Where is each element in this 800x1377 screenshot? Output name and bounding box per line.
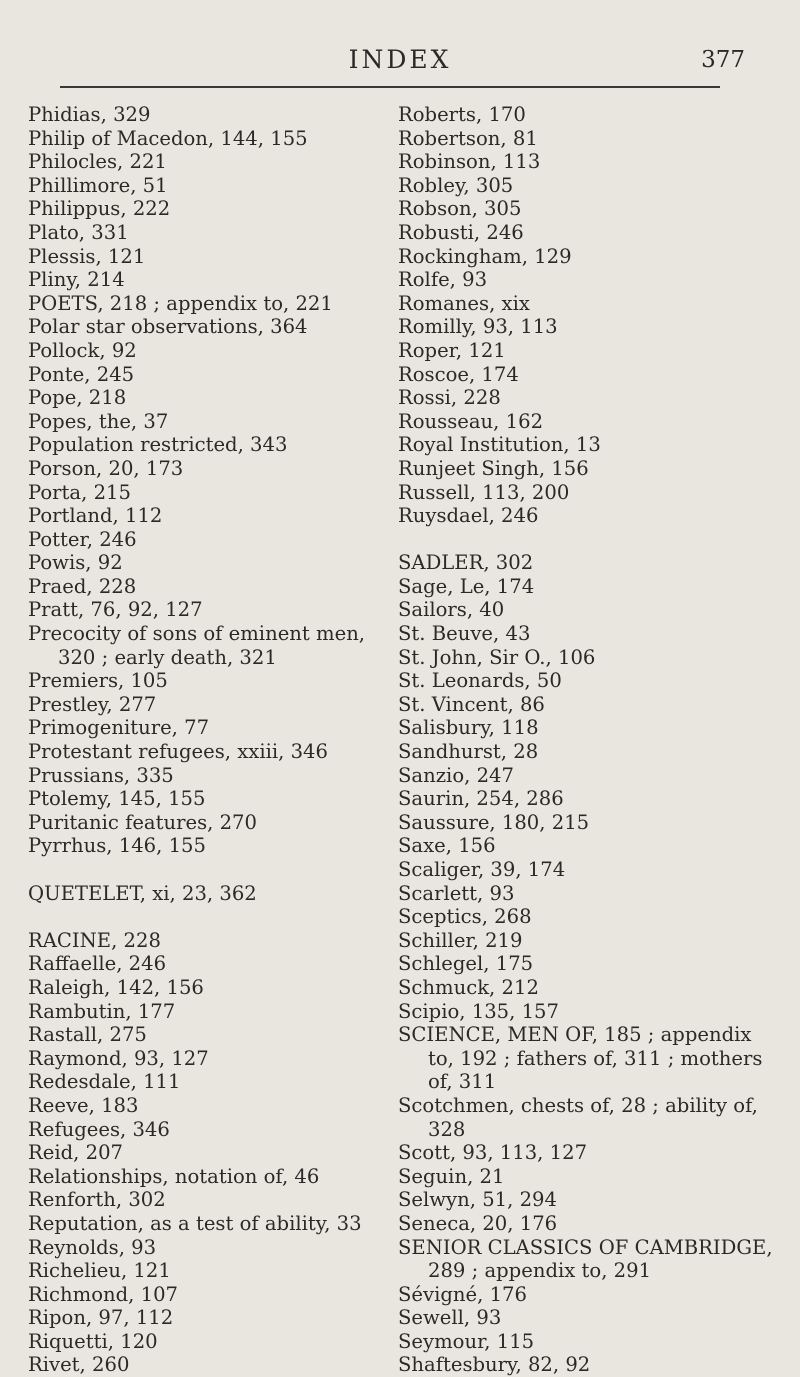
index-entry: Seguin, 21: [398, 1164, 505, 1188]
index-entry: Rossi, 228: [398, 386, 501, 410]
index-entry: Polar star observations, 364: [28, 315, 308, 339]
index-entry: Premiers, 105: [28, 669, 168, 693]
index-entry: Rolfe, 93: [398, 268, 488, 292]
index-entry: Rousseau, 162: [398, 409, 544, 433]
index-entry: Phidias, 329: [28, 103, 151, 126]
index-entry: Sceptics, 268: [398, 905, 532, 929]
index-entry: Phillimore, 51: [28, 173, 168, 197]
index-entry: St. John, Sir O., 106: [398, 645, 596, 669]
header-rule: [60, 86, 720, 88]
index-entry: Powis, 92: [28, 551, 123, 575]
index-entry: Refugees, 346: [28, 1117, 170, 1141]
index-entry: Porson, 20, 173: [28, 456, 184, 480]
index-entry: Raymond, 93, 127: [28, 1046, 209, 1070]
index-entry: Plessis, 121: [28, 244, 146, 268]
index-entry: Portland, 112: [28, 504, 163, 528]
index-entry: SENIOR CLASSICS OF CAMBRIDGE, 289 ; appendix to, 291: [398, 1235, 773, 1283]
page-header: [0, 40, 800, 80]
index-entry: Robusti, 246: [398, 220, 524, 244]
index-entry: Pollock, 92: [28, 338, 137, 362]
index-entry: Scarlett, 93: [398, 881, 515, 905]
index-entry: Sanzio, 247: [398, 763, 514, 787]
index-entry: Schmuck, 212: [398, 975, 539, 999]
index-entry: SCIENCE, MEN OF, 185 ; appendix to, 192 ; fathers of, 311 ; mothers of, 311: [398, 1023, 763, 1094]
index-entry: Pliny, 214: [28, 268, 125, 292]
index-entry: Riquetti, 120: [28, 1329, 158, 1353]
index-entry: Raleigh, 142, 156: [28, 975, 204, 999]
index-entry: Salisbury, 118: [398, 716, 539, 740]
index-entry: Rivet, 260: [28, 1353, 130, 1377]
index-entry: Philocles, 221: [28, 150, 167, 174]
index-entry: Selwyn, 51, 294: [398, 1188, 557, 1212]
index-entry: Potter, 246: [28, 527, 137, 551]
index-entry: St. Vincent, 86: [398, 692, 545, 716]
index-entry: Renforth, 302: [28, 1188, 166, 1212]
index-entry: Philip of Macedon, 144, 155: [28, 126, 308, 150]
index-entry: Ptolemy, 145, 155: [28, 787, 206, 811]
index-entry: Pyrrhus, 146, 155: [28, 834, 206, 858]
index-entry: Rastall, 275: [28, 1023, 147, 1047]
section-gap: [28, 905, 373, 929]
index-entry: Sandhurst, 28: [398, 740, 539, 764]
index-entry: Saurin, 254, 286: [398, 787, 564, 811]
index-entry: Relationships, notation of, 46: [28, 1164, 320, 1188]
index-entry: St. Beuve, 43: [398, 622, 531, 646]
index-entry: QUETELET, xi, 23, 362: [28, 881, 257, 905]
index-entry: Schiller, 219: [398, 928, 523, 952]
section-gap: [398, 528, 778, 552]
index-entry: Ponte, 245: [28, 362, 135, 386]
index-entry: Raffaelle, 246: [28, 952, 167, 976]
index-entry: Redesdale, 111: [28, 1070, 181, 1094]
index-entry: Robson, 305: [398, 197, 522, 221]
index-entry: RACINE, 228: [28, 928, 161, 952]
index-entry: Prussians, 335: [28, 763, 174, 787]
index-entry: Seneca, 20, 176: [398, 1211, 558, 1235]
index-entry: Sewell, 93: [398, 1306, 502, 1330]
right-index-column: [398, 103, 778, 1377]
index-entry: Reynolds, 93: [28, 1235, 157, 1259]
index-entry: Roberts, 170: [398, 103, 526, 126]
index-entry: Robinson, 113: [398, 150, 541, 174]
index-entry: Saxe, 156: [398, 834, 496, 858]
index-entry: Richelieu, 121: [28, 1259, 171, 1283]
index-entry: Praed, 228: [28, 574, 137, 598]
index-entry: Sailors, 40: [398, 598, 505, 622]
index-entry: Plato, 331: [28, 220, 129, 244]
index-entry: Primogeniture, 77: [28, 716, 210, 740]
index-entry: Porta, 215: [28, 480, 131, 504]
index-entry: Reid, 207: [28, 1141, 124, 1165]
index-entry: Romilly, 93, 113: [398, 315, 558, 339]
index-entry: Scotchmen, chests of, 28 ; ability of, 328: [398, 1093, 758, 1141]
index-entry: Puritanic features, 270: [28, 810, 257, 834]
index-entry: Rambutin, 177: [28, 999, 176, 1023]
section-gap: [28, 858, 373, 882]
index-entry: Robley, 305: [398, 173, 514, 197]
index-entry: Seymour, 115: [398, 1329, 535, 1353]
index-title: INDEX: [348, 45, 452, 74]
index-entry: Sévigné, 176: [398, 1282, 527, 1306]
page-number: 377: [701, 47, 745, 73]
index-entry: Robertson, 81: [398, 126, 538, 150]
index-entry: Precocity of sons of eminent men, 320 ; early death, 321: [28, 622, 366, 669]
index-entry: Ruysdael, 246: [398, 504, 539, 528]
index-entry: Richmond, 107: [28, 1282, 179, 1306]
index-entry: Schlegel, 175: [398, 952, 534, 976]
index-entry: Ripon, 97, 112: [28, 1306, 174, 1330]
index-entry: St. Leonards, 50: [398, 669, 562, 693]
index-entry: Runjeet Singh, 156: [398, 456, 589, 480]
index-entry: Scaliger, 39, 174: [398, 858, 566, 881]
index-entry: Saussure, 180, 215: [398, 810, 590, 834]
index-entry: Roper, 121: [398, 338, 506, 362]
index-entry: Pope, 218: [28, 386, 127, 410]
index-entry: Romanes, xix: [398, 291, 530, 315]
index-entry: Protestant refugees, xxiii, 346: [28, 740, 328, 764]
index-entry: Rockingham, 129: [398, 244, 572, 268]
index-entry: Russell, 113, 200: [398, 480, 570, 504]
index-entry: Pratt, 76, 92, 127: [28, 598, 203, 622]
index-entry: Scott, 93, 113, 127: [398, 1141, 588, 1165]
index-entry: Prestley, 277: [28, 692, 157, 716]
left-index-column: [28, 103, 373, 1377]
index-entry: Scipio, 135, 157: [398, 999, 559, 1023]
index-entry: Shaftesbury, 82, 92: [398, 1353, 591, 1377]
index-entry: Royal Institution, 13: [398, 433, 601, 457]
index-entry: Population restricted, 343: [28, 433, 288, 457]
index-entry: SADLER, 302: [398, 551, 534, 575]
index-entry: Sage, Le, 174: [398, 574, 535, 598]
index-entry: Reeve, 183: [28, 1093, 139, 1117]
index-entry: Reputation, as a test of ability, 33: [28, 1211, 362, 1235]
index-entry: Roscoe, 174: [398, 362, 519, 386]
index-entry: Popes, the, 37: [28, 409, 169, 433]
index-entry: Philippus, 222: [28, 197, 171, 221]
index-entry: POETS, 218 ; appendix to, 221: [28, 291, 333, 315]
